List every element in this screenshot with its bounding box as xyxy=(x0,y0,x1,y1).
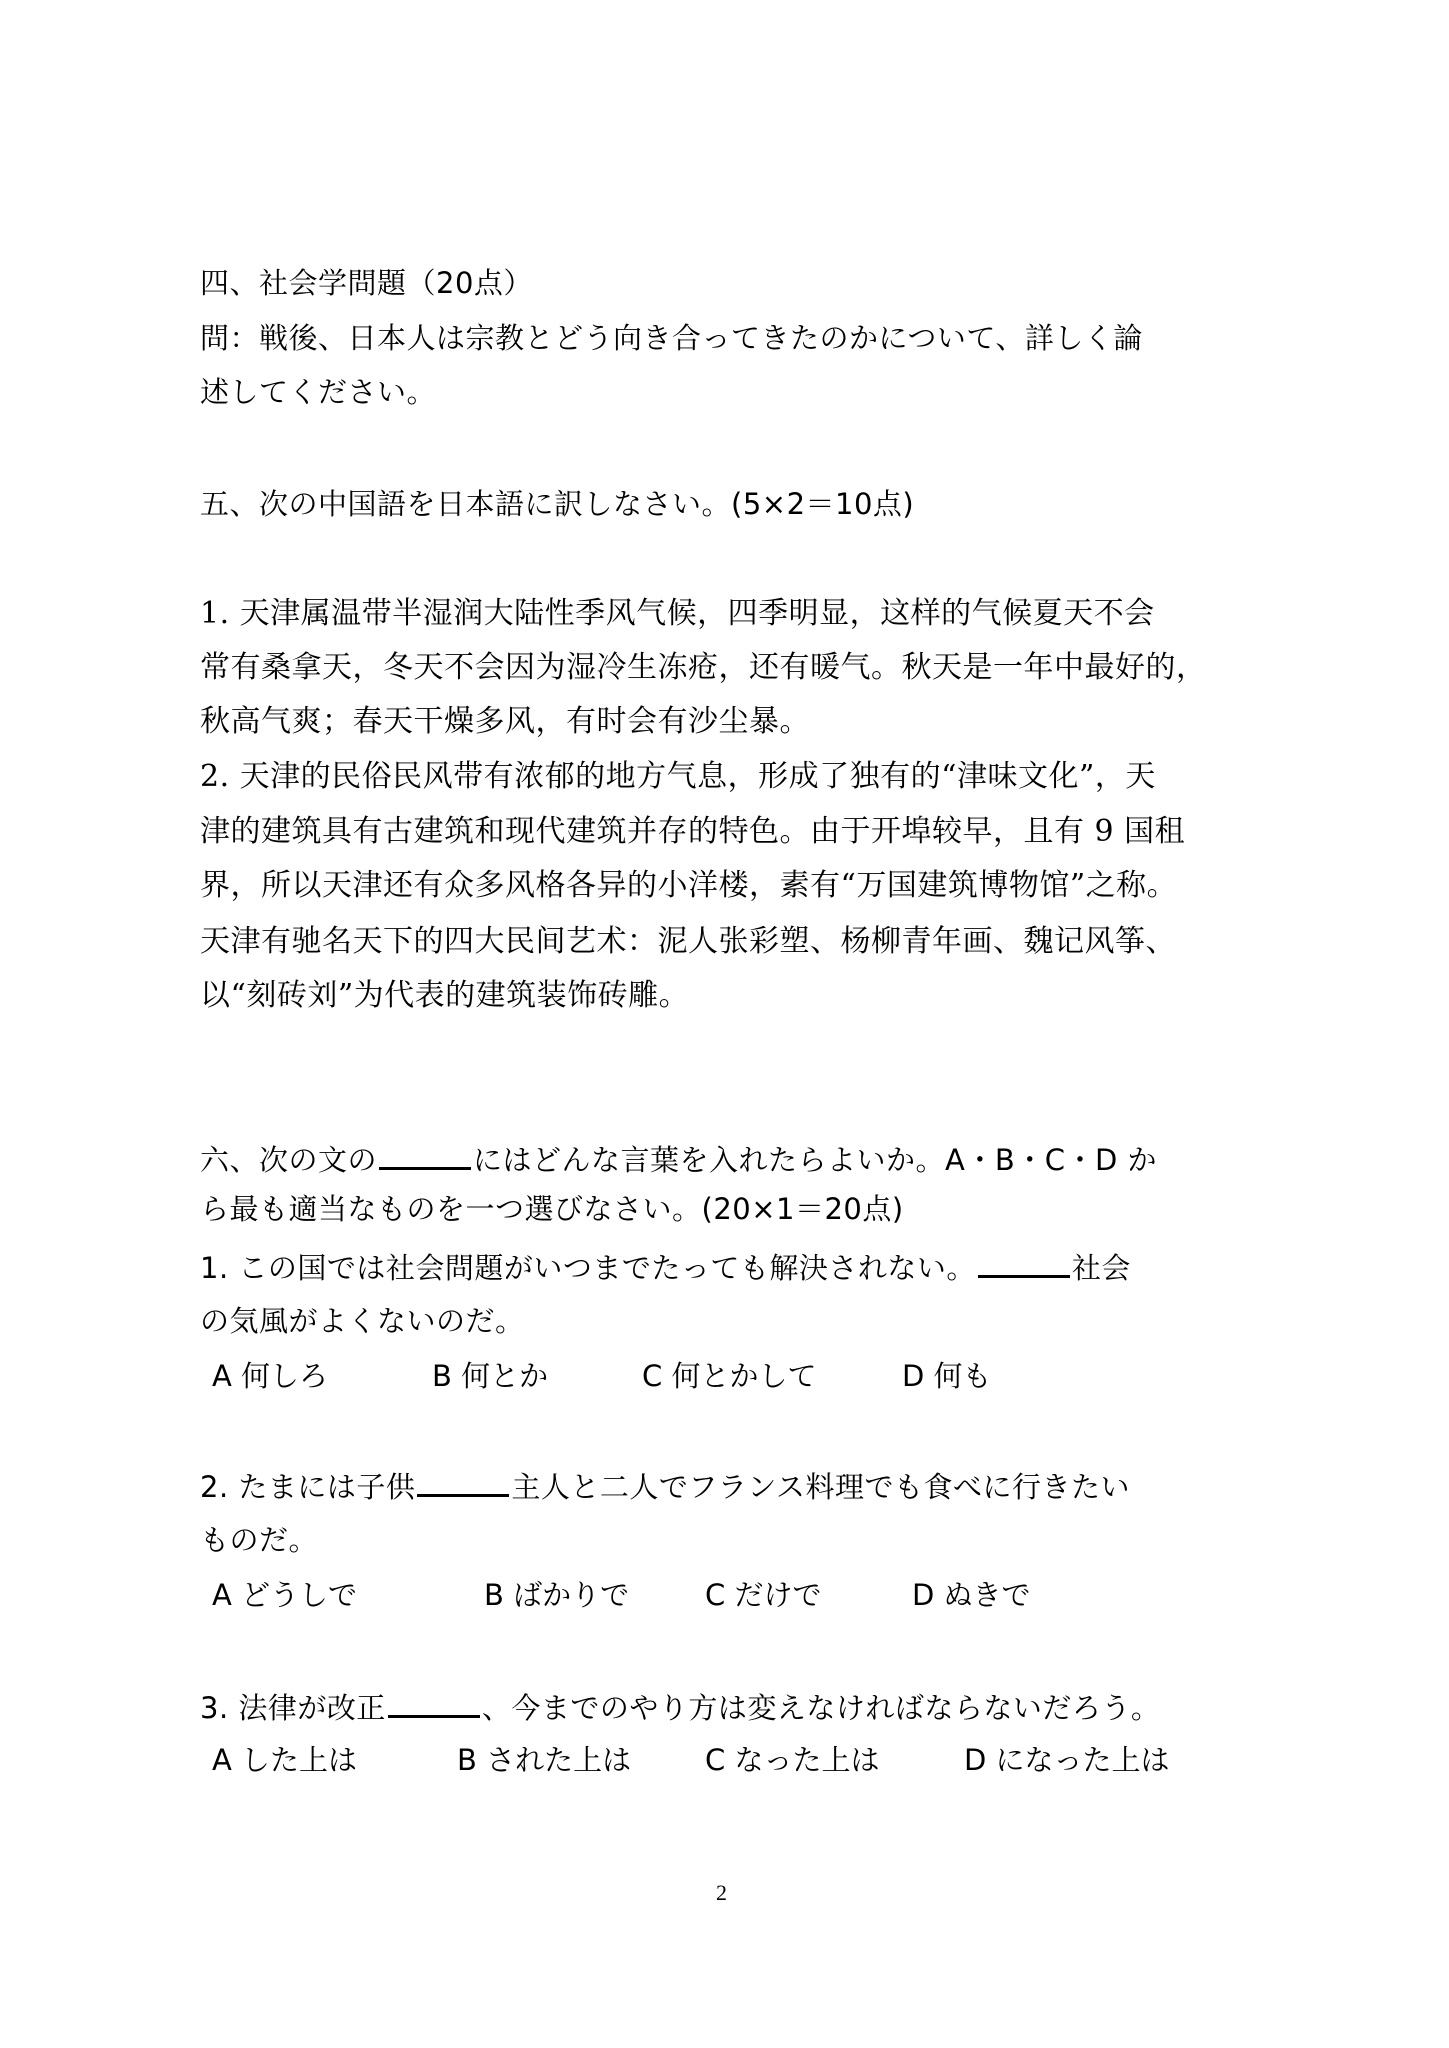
section-4-question-line-2: 述してください。 xyxy=(200,375,437,409)
question-3-option-c: C なった上は xyxy=(705,1743,880,1777)
question-2-text-before: 2. たまには子供 xyxy=(200,1470,416,1504)
section-6-heading-line-2: ら最も適当なものを一つ選びなさい。(20×1＝20点) xyxy=(200,1192,904,1226)
page-number: 2 xyxy=(716,1880,727,1905)
section-4-question-line-1: 問：戦後、日本人は宗教とどう向き合ってきたのかについて、詳しく論 xyxy=(200,321,1143,355)
passage-2-line-5: 以“刻砖刘”为代表的建筑装饰砖雕。 xyxy=(200,978,690,1013)
section-6-heading-line-1 xyxy=(200,1141,1270,1178)
question-3-option-b: B された上は xyxy=(457,1743,632,1777)
passage-2-line-1: 2. 天津的民俗民风带有浓郁的地方气息，形成了独有的“津味文化”，天 xyxy=(200,759,1156,794)
question-2-option-a: A どうしで xyxy=(212,1578,358,1612)
section-6-heading-part-1: 六、次の文の xyxy=(200,1143,378,1177)
question-1-line-1 xyxy=(200,1249,1270,1286)
question-1-text-after: 社会 xyxy=(1071,1251,1131,1285)
question-2-option-d: D ぬきで xyxy=(912,1578,1031,1612)
question-3-option-d: D になった上は xyxy=(964,1743,1170,1777)
question-2-line-1 xyxy=(200,1468,1270,1505)
passage-1-line-2: 常有桑拿天，冬天不会因为湿冷生冻疮，还有暖气。秋天是一年中最好的， xyxy=(200,650,1207,685)
question-3-option-a: A した上は xyxy=(212,1743,358,1777)
question-2-option-c: C だけで xyxy=(705,1578,822,1612)
section-6-heading-part-2: にはどんな言葉を入れたらよいか。A・B・C・D か xyxy=(473,1143,1158,1177)
passage-1-line-1: 1. 天津属温带半湿润大陆性季风气候，四季明显，这样的气候夏天不会 xyxy=(200,596,1155,631)
question-1-option-b: B 何とか xyxy=(432,1359,549,1393)
section-5-heading: 五、次の中国語を日本語に訳しなさい。(5×2＝10点) xyxy=(200,487,915,521)
question-1-blank xyxy=(978,1249,1070,1278)
question-1-line-2: の気風がよくないのだ。 xyxy=(200,1304,525,1338)
answer-blank xyxy=(379,1141,471,1170)
question-3-line-1 xyxy=(200,1689,1270,1726)
question-3-text-before: 3. 法律が改正 xyxy=(200,1691,386,1725)
passage-1-line-3: 秋高气爽；春天干燥多风，有时会有沙尘暴。 xyxy=(200,704,810,739)
passage-2-line-2: 津的建筑具有古建筑和现代建筑并存的特色。由于开埠较早，且有 9 国租 xyxy=(200,814,1186,849)
question-1-text-before: 1. この国では社会問題がいつまでたっても解決されない。 xyxy=(200,1251,976,1285)
passage-2-line-3: 界，所以天津还有众多风格各异的小洋楼，素有“万国建筑博物馆”之称。 xyxy=(200,868,1178,903)
question-1-option-c: C 何とかして xyxy=(642,1359,817,1393)
question-2-option-b: B ばかりで xyxy=(484,1578,630,1612)
section-4-heading: 四、社会学問題（20点） xyxy=(200,266,533,300)
passage-2-line-4: 天津有驰名天下的四大民间艺术：泥人张彩塑、杨柳青年画、魏记风筝、 xyxy=(200,924,1176,959)
question-3-blank xyxy=(388,1689,480,1718)
question-1-option-d: D 何も xyxy=(902,1359,992,1393)
question-3-text-after: 、今までのやり方は変えなければならないだろう。 xyxy=(481,1691,1161,1725)
question-2-text-after: 主人と二人でフランス料理でも食べに行きたい xyxy=(511,1470,1131,1504)
question-2-blank xyxy=(417,1468,509,1497)
question-2-line-2: ものだ。 xyxy=(200,1523,319,1557)
question-1-option-a: A 何しろ xyxy=(212,1359,329,1393)
